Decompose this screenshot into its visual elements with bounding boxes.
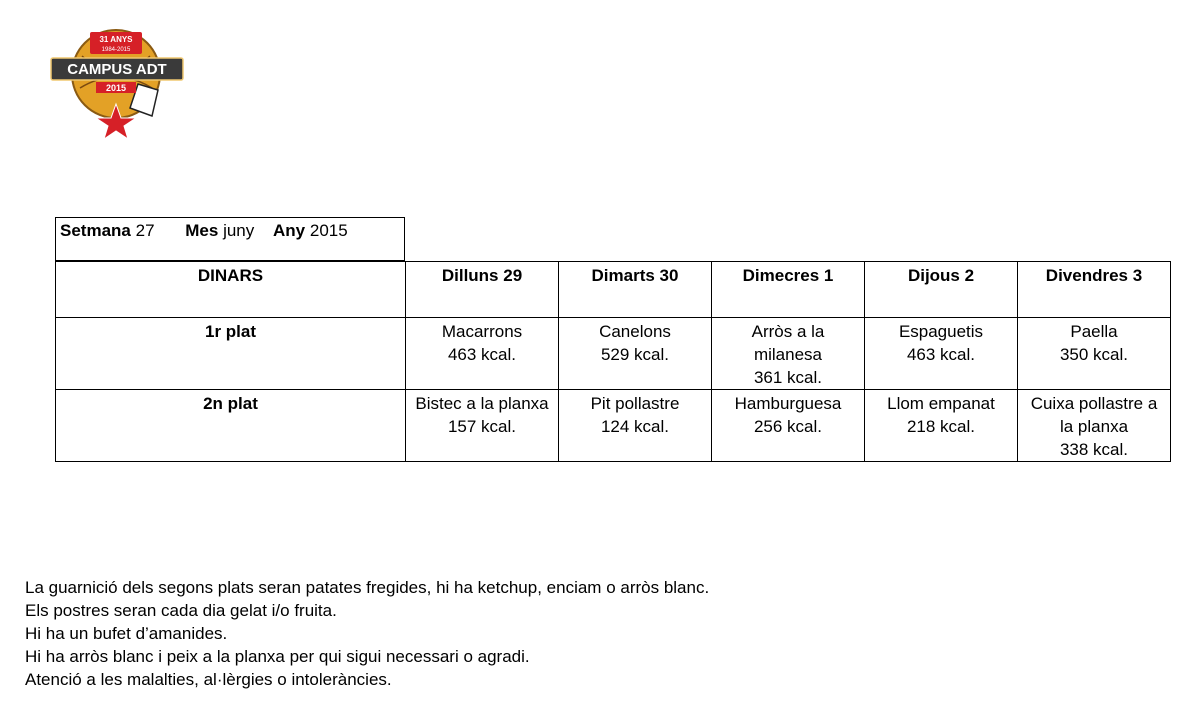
menu-cell [712, 390, 865, 462]
dish-kcal: 529 kcal. [600, 345, 670, 364]
course-label: 2n plat [56, 390, 406, 462]
dish-kcal: 256 kcal. [753, 417, 823, 436]
dish-name: Cuixa pollastre a la planxa [1030, 394, 1158, 436]
menu-cell [865, 390, 1018, 462]
dish-name: Canelons [599, 322, 671, 341]
logo-year: 2015 [105, 83, 127, 93]
dish-name: Macarrons [441, 322, 523, 341]
dish-kcal: 157 kcal. [447, 417, 517, 436]
menu-cell [406, 390, 559, 462]
dish-name: Pit pollastre [590, 394, 680, 413]
dish-kcal: 463 kcal. [447, 345, 517, 364]
note-line: Els postres seran cada dia gelat i/o fruita. [25, 601, 337, 620]
month-label: Mes [185, 221, 219, 240]
month-value: juny [223, 221, 255, 240]
menu-cell [712, 318, 865, 390]
dish-kcal: 218 kcal. [906, 417, 976, 436]
logo-ribbon-top: 31 ANYS [99, 35, 133, 44]
note-line: Hi ha un bufet d’amanides. [25, 624, 228, 643]
day-header: Dimecres 1 [712, 262, 865, 318]
dish-name: Espaguetis [898, 322, 984, 341]
dish-name: Paella [1070, 322, 1118, 341]
day-header: Dijous 2 [865, 262, 1018, 318]
dish-name: Arròs a la milanesa [751, 322, 825, 364]
dish-name: Bistec a la planxa [415, 394, 549, 413]
note-line: La guarnició dels segons plats seran patates fregides, hi ha ketchup, enciam o arròs blanc. [25, 578, 710, 597]
campus-adt-logo [50, 26, 184, 140]
course-label: 1r plat [56, 318, 406, 390]
menu-cell [406, 318, 559, 390]
corner-label: DINARS [56, 262, 406, 318]
menu-cell [1018, 318, 1171, 390]
week-label: Setmana [60, 221, 131, 240]
dish-name: Llom empanat [887, 394, 995, 413]
table-header-row [56, 262, 1171, 318]
dish-kcal: 350 kcal. [1059, 345, 1129, 364]
menu-cell [1018, 390, 1171, 462]
logo-banner-text: CAMPUS ADT [67, 61, 167, 78]
day-header: Divendres 3 [1018, 262, 1171, 318]
table-row [56, 318, 1171, 390]
menu-cell [559, 390, 712, 462]
day-header: Dimarts 30 [559, 262, 712, 318]
day-header: Dilluns 29 [406, 262, 559, 318]
note-line: Atenció a les malalties, al·lèrgies o intoleràncies. [25, 670, 392, 689]
menu-cell [865, 318, 1018, 390]
dish-kcal: 338 kcal. [1059, 440, 1129, 459]
menu-notes [25, 576, 709, 691]
note-line: Hi ha arròs blanc i peix a la planxa per qui sigui necessari o agradi. [25, 647, 530, 666]
week-value: 27 [135, 221, 155, 240]
dish-kcal: 361 kcal. [753, 368, 823, 387]
lunch-menu-table [55, 261, 1171, 462]
logo-ribbon-years: 1984-2015 [101, 47, 131, 53]
year-label: Any [273, 221, 306, 240]
year-value: 2015 [309, 221, 348, 240]
dish-kcal: 463 kcal. [906, 345, 976, 364]
week-info [55, 217, 405, 261]
table-row [56, 390, 1171, 462]
dish-name: Hamburguesa [734, 394, 842, 413]
menu-cell [559, 318, 712, 390]
dish-kcal: 124 kcal. [600, 417, 670, 436]
